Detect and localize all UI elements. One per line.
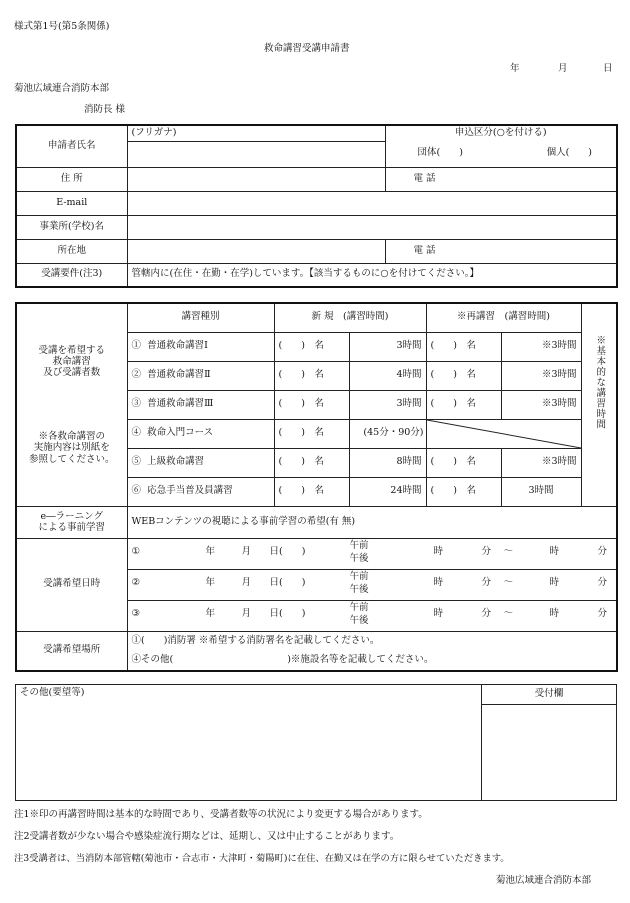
renew-count[interactable]: ( ) 名 xyxy=(426,332,501,361)
elearning-text[interactable]: WEBコンテンツの視聴による事前学習の希望(有 無) xyxy=(127,506,617,538)
place-option-1[interactable]: ①( )消防署 ※希望する消防署名を記載してください。 xyxy=(127,631,617,651)
date-row: ③ 年 月 日( ) 午前 午後 時 分 ～ 時 分 xyxy=(16,600,617,631)
email-field[interactable] xyxy=(127,191,617,215)
place-label: 受講希望場所 xyxy=(16,631,127,671)
new-count[interactable]: ( ) 名 xyxy=(274,477,349,506)
office-label: 事業所(学校)名 xyxy=(16,215,127,239)
month-label: 月 xyxy=(558,63,568,74)
elearning-label: e―ラーニング による事前学習 xyxy=(16,506,127,538)
place-option-4[interactable]: ④その他( )※施設名等を記載してください。 xyxy=(127,651,617,671)
renew-count[interactable]: ( ) 名 xyxy=(426,448,501,477)
day-label: 日 xyxy=(603,63,613,74)
course-row: ⑤ 上級救命講習 ( ) 名 8時間 ( ) 名 ※3時間 xyxy=(16,448,617,477)
new-count[interactable]: ( ) 名 xyxy=(274,332,349,361)
division-choices xyxy=(385,141,617,167)
course-section-label: 受講を希望する 救命講習 及び受講者数 ※各救命講習の 実施内容は別紙を 参照してください。 xyxy=(16,303,127,506)
date-row: 受講希望日時 ① 年 月 日( ) 午前 午後 時 分 ～ 時 分 xyxy=(16,538,617,569)
new-count[interactable]: ( ) 名 xyxy=(274,419,349,448)
addressee-org: 菊池広域連合消防本部 xyxy=(14,83,110,94)
requirement-text: 管轄内に(在住・在勤・在学)しています。【該当するものに○を付けてください。】 xyxy=(127,263,617,287)
new-count[interactable]: ( ) 名 xyxy=(274,448,349,477)
form-number: 様式第1号(第5条関係) xyxy=(14,21,110,32)
reception-label: 受付欄 xyxy=(482,685,617,705)
head-new: 新 規 (講習時間) xyxy=(274,303,426,332)
course-row: ② 普通救命講習Ⅱ ( ) 名 4時間 ( ) 名 ※3時間 xyxy=(16,361,617,390)
renew-not-applicable xyxy=(426,419,581,448)
reception-box xyxy=(482,705,617,801)
head-renew: ※再講習 (講習時間) xyxy=(426,303,581,332)
renew-count[interactable]: ( ) 名 xyxy=(426,361,501,390)
footer-org: 菊池広域連合消防本部 xyxy=(496,875,592,886)
course-row: ④ 救命入門コース ( ) 名 (45分・90分) xyxy=(16,419,617,448)
addressee: 消防長 様 xyxy=(84,104,126,115)
renew-count[interactable]: ( ) 名 xyxy=(426,477,501,506)
other-requests[interactable] xyxy=(16,685,482,801)
diagonal-line xyxy=(427,420,581,448)
side-note-cell xyxy=(581,303,617,506)
course-row: ① 普通救命講習Ⅰ ( ) 名 3時間 ( ) 名 ※3時間 xyxy=(16,332,617,361)
phone-label-2: 電 話 xyxy=(385,239,617,263)
location-field[interactable] xyxy=(127,239,385,263)
side-note: ※基本的な講習時間 xyxy=(594,334,606,430)
furigana-field[interactable]: (フリガナ) xyxy=(127,125,385,141)
applicant-table xyxy=(15,124,618,288)
email-label: E-mail xyxy=(16,191,127,215)
note-1: 注1※印の再講習時間は基本的な時間であり、受講者数等の状況により変更する場合があります。 xyxy=(14,809,428,820)
year-label: 年 xyxy=(510,63,520,74)
applicant-name-label: 申請者氏名 xyxy=(16,125,127,167)
group-option[interactable]: 団体( ) xyxy=(417,147,463,159)
location-label: 所在地 xyxy=(16,239,127,263)
renew-count[interactable]: ( ) 名 xyxy=(426,390,501,419)
office-field[interactable] xyxy=(127,215,617,239)
course-row: ③ 普通救命講習Ⅲ ( ) 名 3時間 ( ) 名 ※3時間 xyxy=(16,390,617,419)
name-field[interactable] xyxy=(127,141,385,167)
page-title: 救命講習受講申請書 xyxy=(264,43,350,54)
other-label: その他(要望等) xyxy=(20,687,85,698)
new-count[interactable]: ( ) 名 xyxy=(274,390,349,419)
date-row: ② 年 月 日( ) 午前 午後 時 分 ～ 時 分 xyxy=(16,569,617,600)
new-count[interactable]: ( ) 名 xyxy=(274,361,349,390)
phone-label: 電 話 xyxy=(385,167,617,191)
division-label: 申込区分(○を付ける) xyxy=(385,125,617,141)
head-course-type: 講習種別 xyxy=(127,303,274,332)
address-field[interactable] xyxy=(127,167,385,191)
address-label: 住 所 xyxy=(16,167,127,191)
date-label: 受講希望日時 xyxy=(16,538,127,631)
note-2: 注2受講者数が少ない場合や感染症流行期などは、延期し、又は中止することがあります。 xyxy=(14,831,400,842)
other-table xyxy=(15,684,617,801)
course-table xyxy=(15,302,618,672)
individual-option[interactable]: 個人( ) xyxy=(546,147,592,159)
note-3: 注3受講者は、当消防本部管轄(菊池市・合志市・大津町・菊陽町)に在住、在勤又は在学の方に限らせていただきます。 xyxy=(14,853,510,864)
course-row: ⑥ 応急手当普及員講習 ( ) 名 24時間 ( ) 名 3時間 xyxy=(16,477,617,506)
requirement-label: 受講要件(注3) xyxy=(16,263,127,287)
